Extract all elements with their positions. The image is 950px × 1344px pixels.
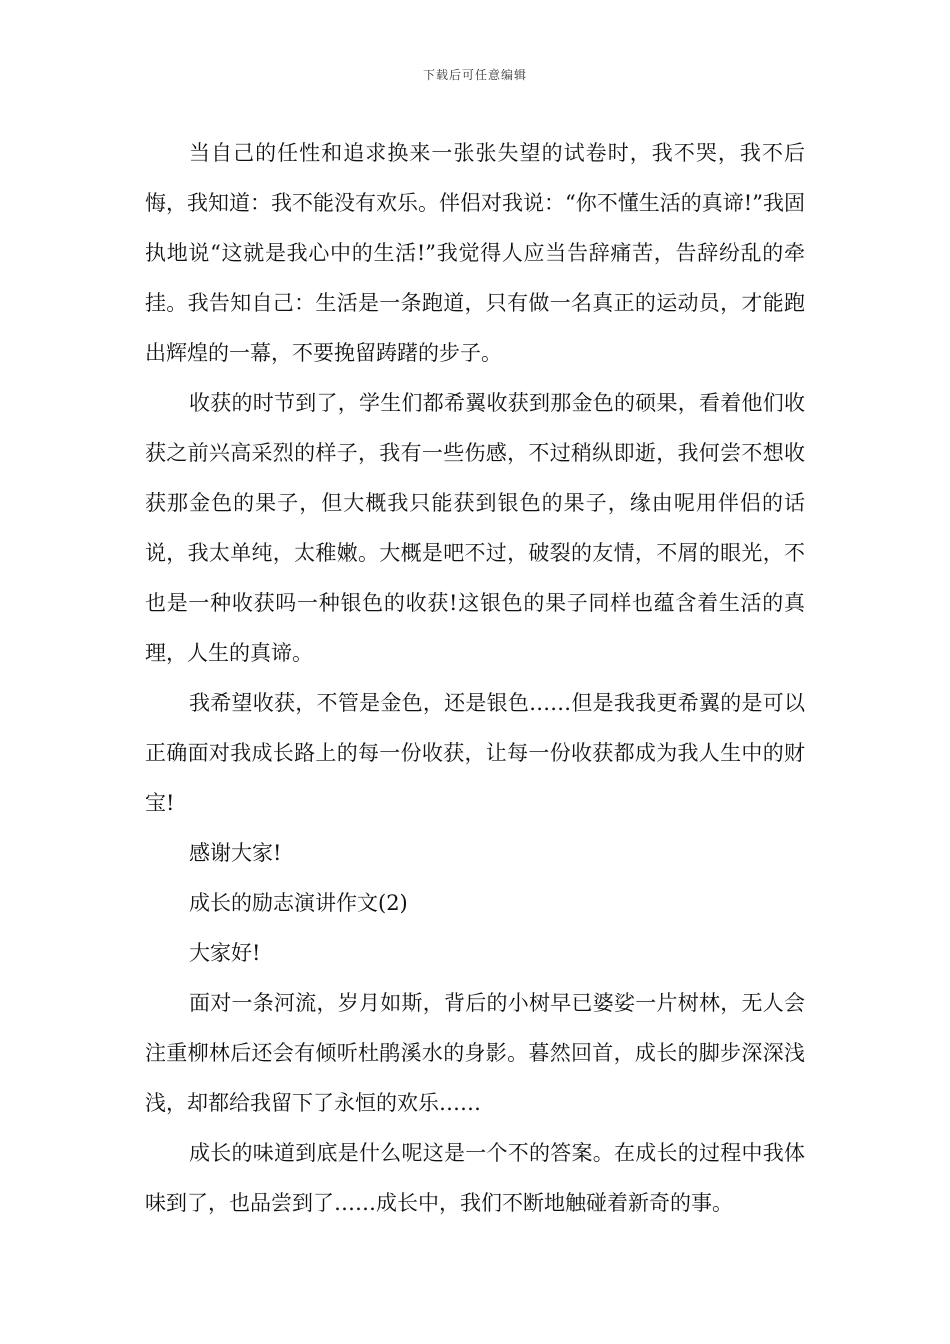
greeting: 大家好! [189, 941, 261, 965]
paragraph-3: 我希望收获，不管是金色，还是银色……但是我我更希翼的是可以正确面对我成长路上的每一份收获，让每一份收获都成为我人生中的财宝! [145, 691, 805, 815]
paragraph-4: 面对一条河流，岁月如斯，背后的小树早已婆娑一片树林，无人会注重柳林后还会有倾听杜鹃溪水的身影。暮然回首，成长的脚步深深浅浅，却都给我留下了永恒的欢乐…… [145, 991, 805, 1115]
page-header: 下载后可任意编辑 [422, 68, 527, 82]
paragraph-5: 成长的味道到底是什么呢这是一个不的答案。在成长的过程中我体味到了，也品尝到了……成长中，我们不断地触碰着新奇的事。 [145, 1141, 805, 1215]
section-title: 成长的励志演讲作文(2) [189, 891, 408, 915]
document-body [145, 128, 805, 1228]
paragraph-2: 收获的时节到了，学生们都希翼收获到那金色的硕果，看着他们收获之前兴高采烈的样子，我有一些伤感，不过稍纵即逝，我何尝不想收获那金色的果子，但大概我只能获到银色的果子，缘由呢用伴侣的话说，我太单纯，太稚嫩。大概是吧不过，破裂的友情，不屑的眼光，不也是一种收获吗一种银色的收获!这银色的果子同样也蕴含着生活的真理，人生的真谛。 [145, 391, 805, 665]
paragraph-thanks: 感谢大家! [189, 841, 282, 865]
paragraph-1: 当自己的任性和追求换来一张张失望的试卷时，我不哭，我不后悔，我知道：我不能没有欢乐。伴侣对我说：“你不懂生活的真谛!”我固执地说“这就是我心中的生活!”我觉得人应当告辞痛苦，告辞纷乱的牵挂。我告知自己：生活是一条跑道，只有做一名真正的运动员，才能跑出辉煌的一幕，不要挽留踌躇的步子。 [145, 141, 805, 365]
